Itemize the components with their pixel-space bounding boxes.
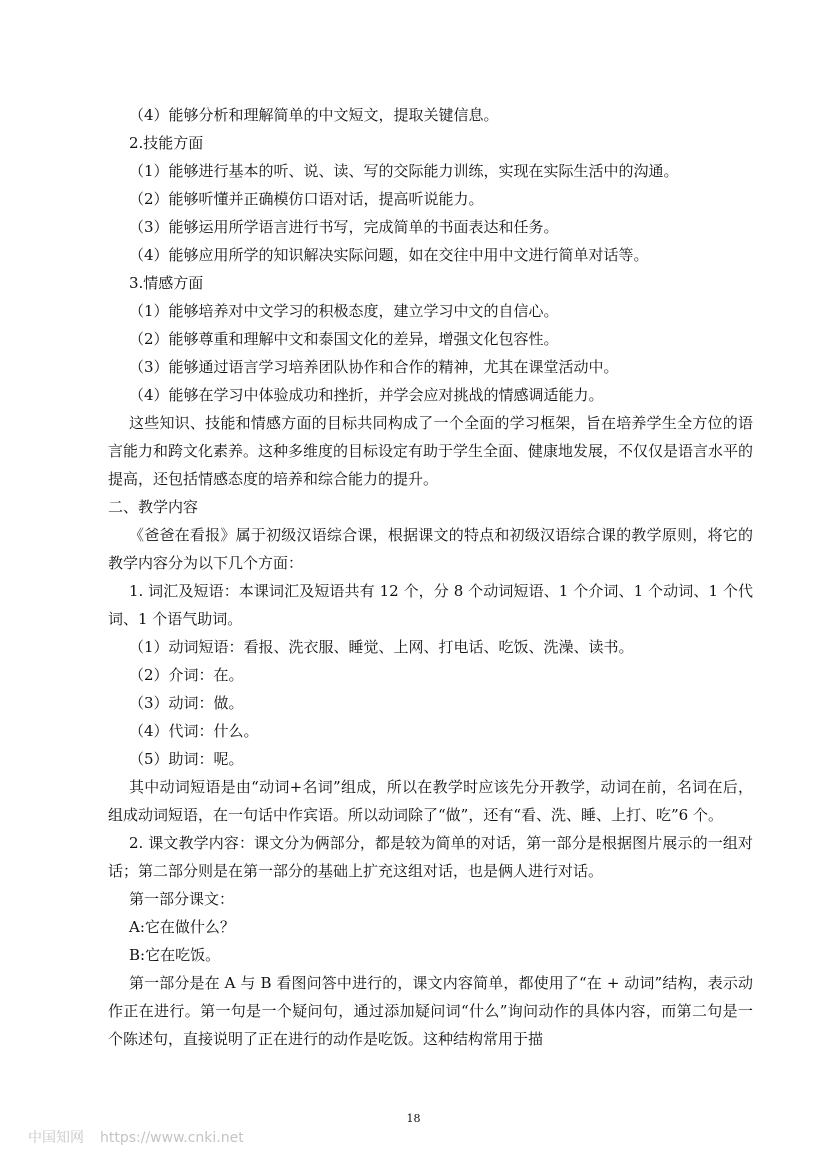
text-line: 3.情感方面 [129,274,204,292]
watermark-site-name: 中国知网 [28,1130,84,1146]
text-line: （4）能够分析和理解简单的中文短文，提取关键信息。 [129,106,499,124]
text-line: （1）动词短语：看报、洗衣服、睡觉、上网、打电话、吃饭、洗澡、读书。 [129,638,634,656]
text-line: （1）能够培养对中文学习的积极态度，建立学习中文的自信心。 [129,302,559,320]
text-line: （3）动词：做。 [129,694,244,712]
text-line: （2）能够尊重和理解中文和泰国文化的差异，增强文化包容性。 [129,330,559,348]
watermark-url: https://www.cnki.net [100,1130,244,1146]
text-line: B:它在吃饭。 [129,946,221,964]
text-line: （5）助词：呢。 [129,750,244,768]
document-body [108,101,753,1053]
section-heading: 二、教学内容 [108,498,199,516]
text-line: （3）能够运用所学语言进行书写，完成简单的书面表达和任务。 [129,218,559,236]
text-line: （2）介词：在。 [129,666,244,684]
body-paragraph: 这些知识、技能和情感方面的目标共同构成了一个全面的学习框架，旨在培养学生全方位的语言能力和跨文化素养。这种多维度的目标设定有助于学生全面、健康地发展，不仅仅是语言水平的提高，还包括情感态度的培养和综合能力的提升。 [108,414,754,488]
text-line: （4）能够在学习中体验成功和挫折，并学会应对挑战的情感调适能力。 [129,386,604,404]
text-line: （2）能够听懂并正确模仿口语对话，提高听说能力。 [129,190,484,208]
page-number: 18 [406,1112,421,1125]
text-line: （4）代词：什么。 [129,722,259,740]
text-line: （3）能够通过语言学习培养团队协作和合作的精神，尤其在课堂活动中。 [129,358,619,376]
body-paragraph: 1. 词汇及短语：本课词汇及短语共有 12 个，分 8 个动词短语、1 个介词、1 个动词、1 个代词、1 个语气助词。 [108,582,753,628]
body-paragraph: 《爸爸在看报》属于初级汉语综合课，根据课文的特点和初级汉语综合课的教学原则，将它的教学内容分为以下几个方面： [108,526,753,572]
text-line: A:它在做什么？ [129,918,235,936]
body-paragraph: 其中动词短语是由“动词+名词”组成，所以在教学时应该先分开教学，动词在前，名词在后，组成动词短语，在一句话中作宾语。所以动词除了“做”，还有“看、洗、睡、上打、吃”6 个。 [108,778,753,824]
body-paragraph: 第一部分是在 A 与 B 看图问答中进行的，课文内容简单，都使用了“在 + 动词”结构，表示动作正在进行。第一句是一个疑问句，通过添加疑问词“什么”询问动作的具体内容，而第二句是一个陈述句，直接说明了正在进行的动作是吃饭。这种结构常用于描 [108,974,753,1048]
text-line: 2.技能方面 [129,134,204,152]
text-line: 第一部分课文： [129,890,235,908]
cnki-watermark [28,1127,244,1147]
body-paragraph: 2. 课文教学内容：课文分为俩部分，都是较为简单的对话，第一部分是根据图片展示的一组对话；第二部分则是在第一部分的基础上扩充这组对话，也是俩人进行对话。 [108,834,753,880]
text-line: （4）能够应用所学的知识解决实际问题，如在交往中用中文进行简单对话等。 [129,246,649,264]
text-line: （1）能够进行基本的听、说、读、写的交际能力训练，实现在实际生活中的沟通。 [129,162,679,180]
